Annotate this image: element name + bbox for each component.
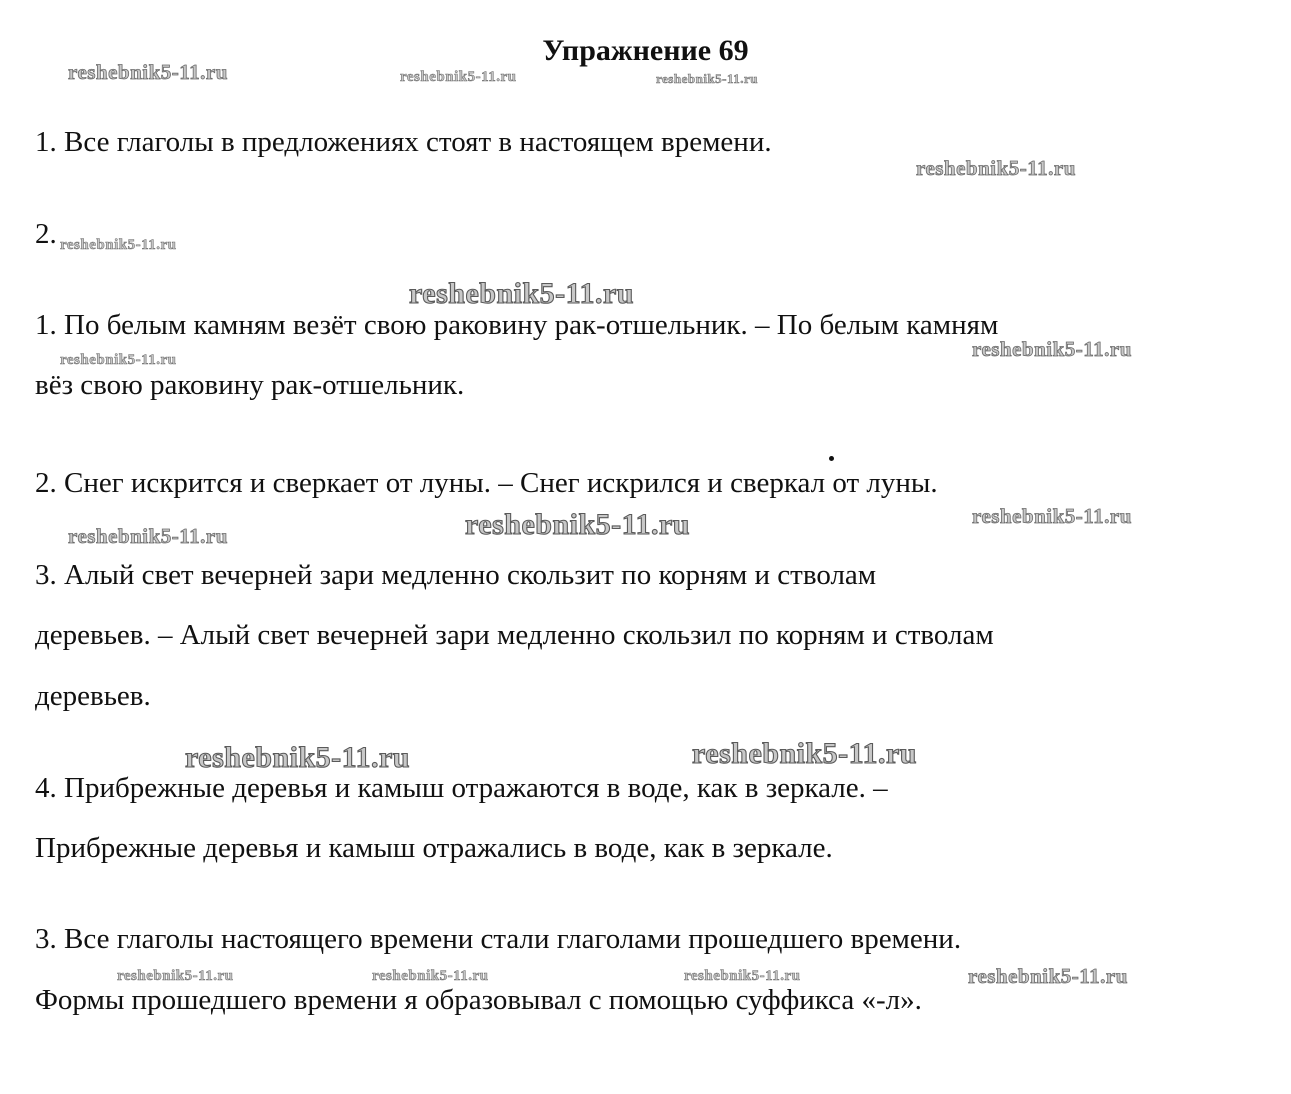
watermark: reshebnik5-11.ru (692, 737, 917, 770)
watermark: reshebnik5-11.ru (684, 968, 801, 984)
watermark: reshebnik5-11.ru (68, 60, 228, 84)
answer-line: вёз свою раковину рак-отшельник. (35, 369, 465, 401)
answer-line: 3. Все глаголы настоящего времени стали глаголами прошедшего времени. (35, 923, 962, 955)
page-title: Упражнение 69 (542, 34, 749, 67)
watermark: reshebnik5-11.ru (117, 968, 234, 984)
answer-line: деревьев. (35, 680, 151, 712)
watermark: reshebnik5-11.ru (372, 968, 489, 984)
answer-line: 4. Прибрежные деревья и камыш отражаются в воде, как в зеркале. – (35, 772, 888, 804)
stray-dot (829, 456, 834, 461)
watermark: reshebnik5-11.ru (60, 352, 177, 368)
answer-line: 1. По белым камням везёт свою раковину рак-отшельник. – По белым камням (35, 309, 999, 341)
watermark: reshebnik5-11.ru (465, 508, 690, 541)
answer-line: 2. Снег искрится и сверкает от луны. – Снег искрился и сверкал от луны. (35, 467, 938, 499)
answer-line: 1. Все глаголы в предложениях стоят в настоящем времени. (35, 126, 772, 158)
watermark: reshebnik5-11.ru (972, 337, 1132, 361)
watermark: reshebnik5-11.ru (60, 237, 177, 253)
watermark: reshebnik5-11.ru (968, 964, 1128, 988)
watermark: reshebnik5-11.ru (68, 524, 228, 548)
watermark: reshebnik5-11.ru (400, 69, 517, 85)
watermark: reshebnik5-11.ru (656, 71, 759, 86)
watermark: reshebnik5-11.ru (185, 741, 410, 774)
watermark: reshebnik5-11.ru (409, 277, 634, 310)
answer-line: Формы прошедшего времени я образовывал с помощью суффикса «-л». (35, 984, 922, 1016)
answer-line: 3. Алый свет вечерней зари медленно скользит по корням и стволам (35, 559, 877, 591)
watermark: reshebnik5-11.ru (916, 156, 1076, 180)
answer-line: деревьев. – Алый свет вечерней зари медленно скользил по корням и стволам (35, 619, 994, 651)
answer-line: 2. (35, 218, 57, 250)
watermark: reshebnik5-11.ru (972, 504, 1132, 528)
answer-line: Прибрежные деревья и камыш отражались в воде, как в зеркале. (35, 832, 833, 864)
